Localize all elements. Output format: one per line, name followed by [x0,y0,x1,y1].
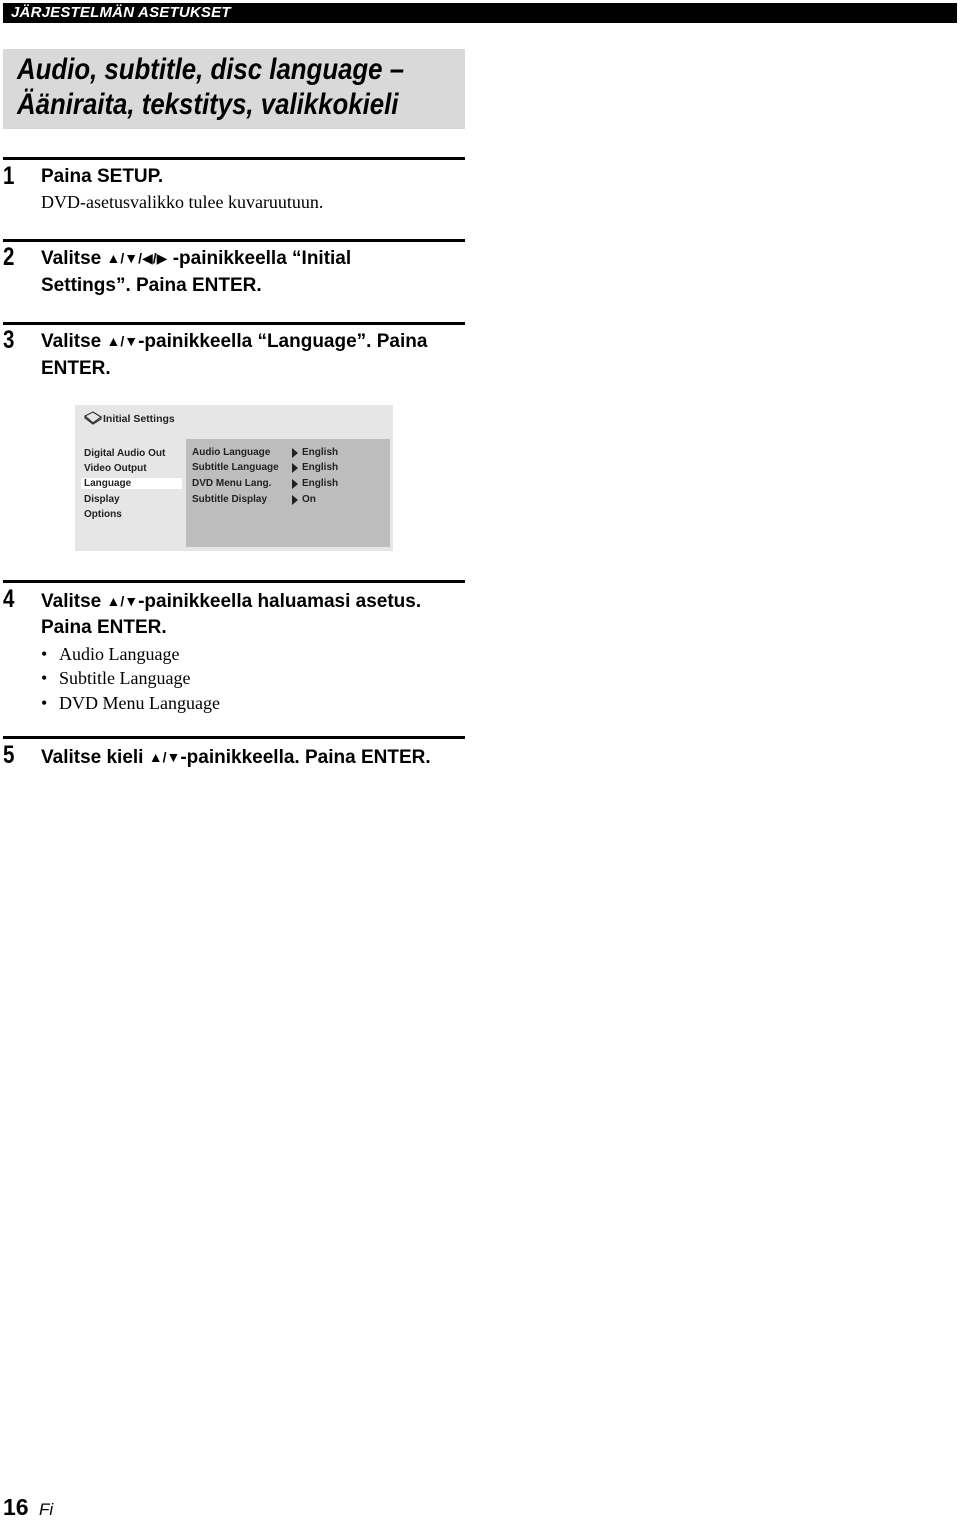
step-5-number: 5 [3,741,15,769]
osd-menu-item-video-output[interactable]: Video Output [84,463,147,474]
page-title-line-1: Audio, subtitle, disc language – [17,53,405,86]
step-3-text-line-2: ENTER. [41,358,111,379]
osd-menu-item-language[interactable]: Language [81,478,182,489]
step-2-rule [3,239,465,242]
osd-value-subtitle-language: English [302,462,339,473]
list-item [41,668,190,689]
osd-setting-subtitle-language[interactable]: Subtitle Language [192,462,279,473]
osd-menu-item-digital-audio-out[interactable]: Digital Audio Out [84,448,166,459]
step-3-text-line-1 [41,331,427,353]
bullet-icon: • [41,693,48,713]
step-1-subtext: DVD-asetusvalikko tulee kuvaruutuun. [41,192,324,212]
step-3-rule [3,322,465,325]
step-2-number: 2 [3,243,15,271]
page-language-code: Fi [39,1500,54,1519]
step-4-text-post: -painikkeella haluamasi asetus. [138,591,422,612]
osd-value-dvd-menu-lang: English [302,478,339,489]
step-3-text-post: -painikkeella “Language”. Paina [138,331,428,352]
step-2-text-line-1 [41,248,351,270]
step-2-text-post: -painikkeella “Initial [167,248,352,269]
osd-setting-subtitle-display[interactable]: Subtitle Display [192,494,268,505]
step-1-rule [3,157,465,160]
arrow-keys-icon: ▲/▼/◀/▶ [106,250,168,266]
section-header-label: JÄRJESTELMÄN ASETUKSET [11,4,231,21]
list-item [41,644,179,665]
osd-title: Initial Settings [103,413,175,425]
step-4-text-line-2: Paina ENTER. [41,617,167,638]
step-4-text-line-1 [41,591,421,613]
osd-setting-dvd-menu-lang[interactable]: DVD Menu Lang. [192,478,272,489]
arrow-keys-icon: ▲/▼ [106,593,139,609]
arrow-keys-icon: ▲/▼ [148,749,181,765]
step-2-text-line-2: Settings”. Paina ENTER. [41,275,262,296]
step-5-text [41,747,431,769]
page-title-line-2: Ääniraita, tekstitys, valikkokieli [17,88,399,121]
section-header [3,3,957,23]
osd-value-audio-language: English [302,447,339,458]
step-3-number: 3 [3,326,15,354]
list-item-label: Audio Language [59,644,180,664]
osd-menu-item-options[interactable]: Options [84,509,122,520]
osd-value-subtitle-display: On [302,494,316,505]
page-number: 16 [3,1494,29,1520]
bullet-icon: • [41,644,48,664]
step-4-rule [3,580,465,583]
step-5-text-pre: Valitse kieli [41,747,149,768]
disc-settings-icon [84,411,102,425]
step-1-text: Paina SETUP. [41,166,164,187]
triangle-right-icon [292,495,298,505]
step-2-text-pre: Valitse [41,248,107,269]
osd-screen [75,405,393,551]
triangle-right-icon [292,479,298,489]
step-3-text-pre: Valitse [41,331,107,352]
step-1-number: 1 [3,162,15,190]
step-5-text-post: -painikkeella. Paina ENTER. [180,747,431,768]
step-4-number: 4 [3,585,15,613]
list-item [41,693,220,714]
step-5-rule [3,736,465,739]
triangle-right-icon [292,463,298,473]
list-item-label: DVD Menu Language [59,693,220,713]
bullet-icon: • [41,668,48,688]
step-4-text-pre: Valitse [41,591,107,612]
page-title [3,49,465,129]
list-item-label: Subtitle Language [59,668,191,688]
osd-menu-item-display[interactable]: Display [84,494,120,505]
osd-setting-audio-language[interactable]: Audio Language [192,447,271,458]
osd-settings-panel [186,439,390,547]
triangle-right-icon [292,448,298,458]
arrow-keys-icon: ▲/▼ [106,333,139,349]
